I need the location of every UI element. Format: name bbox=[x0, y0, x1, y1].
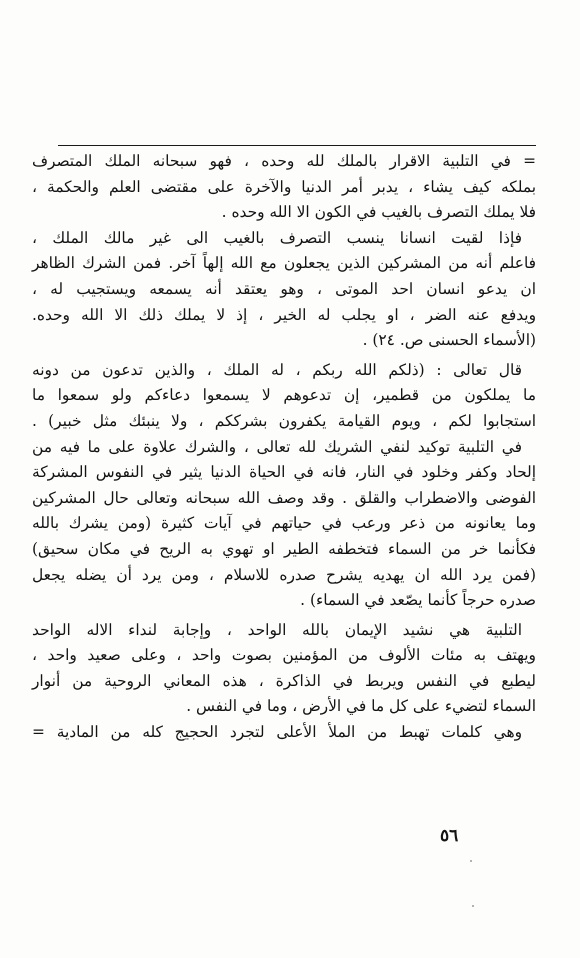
text-line: ويدفع عنه الضر ، او يجلب له الخير ، إذ لا يملك ذلك الا الله وحده. bbox=[32, 305, 536, 324]
text-line: فكأنما خر من السماء فتخطفه الطير او تهوي به الريح في مكان سحيق) bbox=[32, 539, 536, 558]
text-line: (الأسماء الحسنى ص. ٢٤) . bbox=[362, 331, 536, 350]
text-line: ما يملكون من قطمير، إن تدعوهم لا يسمعوا دعاءكم ولو سمعوا ما bbox=[32, 386, 536, 405]
text-line: في التلبية توكيد لنفي الشريك لله تعالى ، والشرك علاوة على ما فيه من bbox=[32, 437, 522, 456]
text-line: = في التلبية الاقرار بالملك لله وحده ، فهو سبحانه الملك المتصرف bbox=[32, 152, 536, 170]
text-line: فاعلم أنه من المشركين الذين يجعلون مع الله إلهاً آخر. فمن الشرك الظاهر bbox=[32, 254, 536, 273]
text-line: بملكه كيف يشاء ، يدبر أمر الدنيا والآخرة على مقتضى العلم والحكمة ، bbox=[32, 177, 536, 196]
top-rule bbox=[58, 145, 536, 146]
scan-speck bbox=[472, 905, 474, 907]
scan-speck bbox=[470, 860, 472, 862]
text-line: فإذا لقيت انسانا ينسب التصرف بالغيب الى غير مالك الملك ، bbox=[32, 228, 522, 247]
text-line: ان يدعو انسان احد الموتى ، وهو يعتقد أنه يسمعه ويستجيب له ، bbox=[32, 279, 536, 298]
text-line: استجابوا لكم ، ويوم القيامة يكفرون بشرككم ، ولا ينبئك مثل خبير) . bbox=[32, 411, 536, 430]
text-line: التلبية هي نشيد الإيمان بالله الواحد ، وإجابة لنداء الاله الواحد bbox=[32, 620, 522, 639]
text-line: ليطبع في النفس ويربط في الذاكرة ، هذه المعاني الروحية من أنوار bbox=[32, 671, 536, 690]
text-line: وما يعانونه من ذعر ورعب في حياتهم في آيات كثيرة (ومن يشرك بالله bbox=[32, 514, 536, 533]
page-number: ٥٦ bbox=[440, 826, 459, 846]
text-line: صدره حرجاً كأنما يصّعد في السماء) . bbox=[300, 591, 536, 610]
text-line: وهي كلمات تهبط من الملأ الأعلى لتجرد الحجيج كله من المادية = bbox=[32, 723, 522, 742]
text-line: ويهتف به مئات الألوف من المؤمنين بصوت واحد ، وعلى صعيد واحد ، bbox=[32, 646, 536, 665]
text-line: فلا يملك التصرف بالغيب في الكون الا الله وحده . bbox=[221, 203, 536, 222]
text-line: (فمن يرد الله ان يهديه يشرح صدره للاسلام ، ومن يرد أن يضله يجعل bbox=[32, 565, 536, 584]
text-line: الفوضى والاضطراب والقلق . وقد وصف الله سبحانه وتعالى حال المشركين bbox=[32, 488, 536, 507]
text-line: قال تعالى : (ذلكم الله ربكم ، له الملك ، والذين تدعون من دونه bbox=[32, 360, 522, 379]
text-line: السماء لتضيء على كل ما في الأرض ، وما في النفس . bbox=[186, 697, 536, 716]
text-line: إلحاد وكفر وخلود في النار، فانه في الحياة الدنيا يثير في النفوس المشركة bbox=[32, 463, 536, 482]
body-text bbox=[26, 149, 540, 746]
